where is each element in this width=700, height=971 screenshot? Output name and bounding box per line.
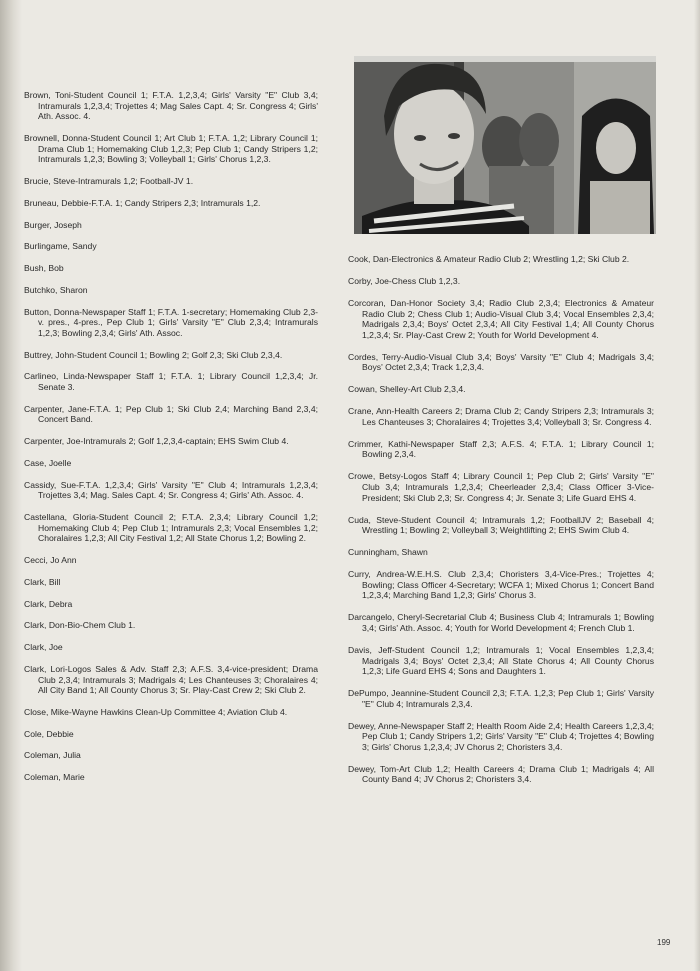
senior-entry: Clark, Don-Bio-Chem Club 1. bbox=[24, 620, 136, 631]
senior-entry: Butchko, Sharon bbox=[24, 284, 88, 295]
senior-entry: Coleman, Marie bbox=[24, 772, 85, 783]
senior-entry: Dewey, Tom-Art Club 1,2; Health Careers 4; Drama Club 1; Madrigals 4; All County Band 4; JV Chorus 2; Choristers 3,4. bbox=[348, 763, 654, 785]
senior-entry: Clark, Lori-Logos Sales & Adv. Staff 2,3; A.F.S. 3,4-vice-president; Drama Club 2,3,4; Intramurals 3; Madrigals 4; Les Chanteuses 3; Choralaires 4; All City Band 1; All County Chorus 3; Sr. Play-Cast Crew 2; Ski Club 2. bbox=[24, 663, 318, 696]
senior-entry: Cole, Debbie bbox=[24, 728, 74, 739]
senior-entry: Clark, Joe bbox=[24, 642, 63, 653]
senior-entry: Buttrey, John-Student Council 1; Bowling 2; Golf 2,3; Ski Club 2,3,4. bbox=[24, 349, 283, 360]
senior-entry: Curry, Andrea-W.E.H.S. Club 2,3,4; Choristers 3,4-Vice-Pres.; Trojettes 4; Bowling; Class Officer 4-Secretary; WCFA 1; Mixed Chorus 1; Concert Band 1,2,3,4; Marching Band 1,2,3; Girls' Chorus 3. bbox=[348, 569, 654, 601]
senior-entry: Cecci, Jo Ann bbox=[24, 555, 77, 566]
senior-entry: Crowe, Betsy-Logos Staff 4; Library Council 1; Pep Club 2; Girls' Varsity "E" Club 3,4; Intramurals 1,2,3,4; Cheerleader 2,3,4; Class Officer 3-Vice-President; Ski Club 2,3; Sr. Congress 4; Jr. Senate 3; Life Guard EHS 4. bbox=[348, 471, 654, 503]
senior-entry: Brown, Toni-Student Council 1; F.T.A. 1,2,3,4; Girls' Varsity "E" Club 3,4; Intramurals 1,2,3,4; Trojettes 4; Mag Sales Capt. 4; Sr. Congress 4; Girls' Ath. Assoc. 4. bbox=[24, 90, 318, 122]
senior-entry: Clark, Bill bbox=[24, 576, 61, 587]
senior-entry: Brucie, Steve-Intramurals 1,2; Football-JV 1. bbox=[24, 175, 194, 186]
page-edge-shadow bbox=[694, 0, 700, 971]
senior-entry: Burger, Joseph bbox=[24, 219, 82, 230]
senior-entry: Clark, Debra bbox=[24, 598, 73, 609]
senior-entry: Burlingame, Sandy bbox=[24, 241, 97, 252]
senior-entry: Dewey, Anne-Newspaper Staff 2; Health Room Aide 2,4; Health Careers 1,2,3,4; Pep Club 1; Candy Stripers 1,2; Girls' Varsity "E" Club 4; Trojettes 4; Bowling 3; Girls' Chorus 1,2,3,4; JV Chorus 2; Choristers 3,4. bbox=[348, 720, 654, 752]
page-number: 199 bbox=[657, 938, 671, 947]
senior-entry: Carlineo, Linda-Newspaper Staff 1; F.T.A. 1; Library Council 1,2,3,4; Jr. Senate 3. bbox=[24, 371, 318, 392]
senior-candid-photo bbox=[354, 56, 656, 234]
right-senior-list bbox=[348, 254, 654, 796]
senior-entry: Cunningham, Shawn bbox=[348, 547, 428, 558]
senior-entry: Cuda, Steve-Student Council 4; Intramurals 1,2; FootballJV 2; Baseball 4; Wrestling 1; Bowling 2; Volleyball 3; Weightlifting 2; EHS Swim Club 4. bbox=[348, 514, 654, 536]
senior-entry: Davis, Jeff-Student Council 1,2; Intramurals 1; Vocal Ensembles 1,2,3,4; Madrigals 3,4; Boys' Octet 2,3,4; All State Chorus 4; All County Chorus 1,2,3; Life Guard EHS 4; Sons and Daughters 1. bbox=[348, 644, 654, 677]
senior-entry: Cordes, Terry-Audio-Visual Club 3,4; Boys' Varsity "E" Club 4; Madrigals 3,4; Boys' Octet 2,3,4; Track 1,2,3,4. bbox=[348, 351, 654, 373]
senior-entry: DePumpo, Jeannine-Student Council 2,3; F.T.A. 1,2,3; Pep Club 1; Girls' Varsity "E" Club 4; Intramurals 2,3,4. bbox=[348, 688, 654, 709]
senior-entry: Darcangelo, Cheryl-Secretarial Club 4; Business Club 4; Intramurals 1; Bowling 3,4; Girls' Ath. Assoc. 4; Youth for World Development 4; French Club 1. bbox=[348, 612, 654, 633]
senior-entry: Bush, Bob bbox=[24, 263, 64, 274]
senior-entry: Corcoran, Dan-Honor Society 3,4; Radio Club 2,3,4; Electronics & Amateur Radio Club 2; Chess Club 1; Audio-Visual Club 3,4; Vocal Ensembles 2,3,4; Madrigals 2,3,4; Boys' Octet 2,3,4; All City Festival 1,4; All County Chorus 1,2,3,4; Sr. Play-Cast Crew 2; Youth for World Development 4. bbox=[348, 297, 654, 340]
senior-entry: Coleman, Julia bbox=[24, 750, 81, 761]
senior-entry: Bruneau, Debbie-F.T.A. 1; Candy Stripers 2,3; Intramurals 1,2. bbox=[24, 197, 261, 208]
senior-entry: Cook, Dan-Electronics & Amateur Radio Club 2; Wrestling 1,2; Ski Club 2. bbox=[348, 254, 630, 264]
senior-entry: Case, Joelle bbox=[24, 457, 72, 468]
senior-entry: Corby, Joe-Chess Club 1,2,3. bbox=[348, 275, 461, 286]
senior-entry: Carpenter, Joe-Intramurals 2; Golf 1,2,3,4-captain; EHS Swim Club 4. bbox=[24, 436, 289, 447]
left-senior-list bbox=[24, 90, 318, 794]
senior-entry: Castellana, Gloria-Student Council 2; F.T.A. 2,3,4; Library Council 1,2; Homemaking Club 4; Pep Club 1; Intramurals 2,3; Vocal Ensembles 1,2; Choralaires 1,2,3; All City Festival 1,2; All State Chorus 1,2; Bowling 2. bbox=[24, 512, 318, 544]
senior-entry: Cassidy, Sue-F.T.A. 1,2,3,4; Girls' Varsity "E" Club 4; Intramurals 1,2,3,4; Trojettes 3,4; Mag. Sales Capt. 4; Sr. Congress 4; Girls' Ath. Assoc. 4. bbox=[24, 479, 318, 501]
senior-entry: Crane, Ann-Health Careers 2; Drama Club 2; Candy Stripers 2,3; Intramurals 3; Les Chanteuses 3; Choralaires 4; Trojettes 3,4; Volleyball 3; Sr. Congress 4. bbox=[348, 406, 654, 427]
senior-entry: Button, Donna-Newspaper Staff 1; F.T.A. 1-secretary; Homemaking Club 2,3-v. pres., 4-pres., Pep Club 1; Girls' Varsity "E" Club 2,3,4; Intramurals 1,2,3; Bowling 2,3,4; Girls' Ath. Assoc. bbox=[24, 306, 318, 338]
senior-entry: Brownell, Donna-Student Council 1; Art Club 1; F.T.A. 1,2; Library Council 1; Drama Club 1; Homemaking Club 1,2,3; Pep Club 1; Candy Stripers 1,2; Intramurals 1,2,3; Bowling 3; Volleyball 1; Girls' Chorus 1,2,3. bbox=[24, 132, 318, 165]
page-gutter-shadow bbox=[0, 0, 22, 971]
senior-entry: Close, Mike-Wayne Hawkins Clean-Up Committee 4; Aviation Club 4. bbox=[24, 706, 288, 717]
senior-entry: Carpenter, Jane-F.T.A. 1; Pep Club 1; Ski Club 2,4; Marching Band 2,3,4; Concert Band. bbox=[24, 403, 318, 425]
senior-entry: Cowan, Shelley-Art Club 2,3,4. bbox=[348, 384, 466, 395]
senior-entry: Crimmer, Kathi-Newspaper Staff 2,3; A.F.S. 4; F.T.A. 1; Library Council 1; Bowling 2,3,4. bbox=[348, 438, 654, 460]
